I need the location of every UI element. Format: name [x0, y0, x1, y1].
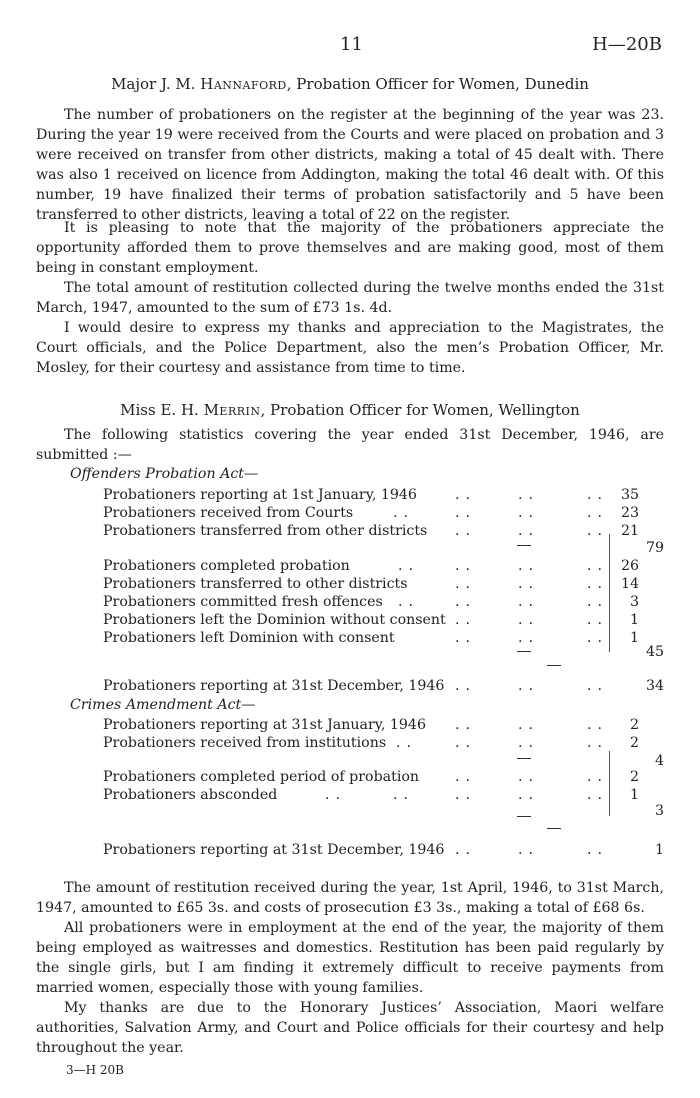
table-row: [103, 574, 663, 594]
leader-dots: ..: [518, 505, 540, 521]
leader-dots: ..: [325, 787, 347, 803]
title-prefix: Miss E. H.: [120, 401, 199, 419]
row-label: Probationers reporting at 1st January, 1946: [103, 487, 417, 503]
leader-dots: ..: [393, 787, 415, 803]
leader-dots: ..: [518, 523, 540, 539]
dunedin-section-title: [0, 75, 700, 93]
row-label: Probationers committed fresh offences: [103, 594, 383, 610]
leader-dots: ..: [587, 735, 609, 751]
wellington-section-title: [0, 401, 700, 419]
closing-value: 1: [654, 842, 664, 858]
column-divider: [609, 751, 610, 816]
subtotal-value: 79: [645, 540, 664, 556]
leader-dots: ..: [455, 842, 477, 858]
leader-dots: ..: [455, 612, 477, 628]
leader-dots: ..: [518, 842, 540, 858]
row-label: Probationers received from institutions: [103, 735, 387, 751]
closing-row: [103, 676, 663, 696]
leader-dots: ..: [518, 735, 540, 751]
leader-dots: ..: [455, 505, 477, 521]
row-label: Probationers reporting at 31st January, 1946: [103, 717, 426, 733]
row-label: Probationers transferred to other districts: [103, 576, 408, 592]
row-label: Probationers reporting at 31st December, 1946: [103, 842, 445, 858]
leader-dots: ..: [455, 787, 477, 803]
subtotal-value: 4: [654, 753, 664, 769]
leader-dots: ..: [518, 576, 540, 592]
leader-dots: ..: [455, 678, 477, 694]
row-label: Probationers completed period of probation: [103, 769, 420, 785]
leader-dots: ..: [587, 558, 609, 574]
row-value: 21: [620, 523, 639, 539]
total-rule: [547, 828, 561, 829]
leader-dots: ..: [455, 523, 477, 539]
table-row: [103, 733, 663, 753]
leader-dots: ..: [518, 487, 540, 503]
leader-dots: ..: [518, 630, 540, 646]
table-row: [103, 767, 663, 787]
table-row: [103, 485, 663, 505]
leader-dots: ..: [455, 630, 477, 646]
subtotal-value: 3: [654, 803, 664, 819]
row-value: 1: [629, 630, 639, 646]
dunedin-paragraph-2: It is pleasing to note that the majority of the probationers appreciate the opportunity afforded them to prove themselves and are making good, most of them being in constant employment.: [36, 220, 664, 276]
row-label: Probationers left the Dominion without consent: [103, 612, 446, 628]
row-label: Probationers absconded: [103, 787, 278, 803]
leader-dots: ..: [398, 594, 420, 610]
leader-dots: ..: [518, 787, 540, 803]
leader-dots: ..: [518, 678, 540, 694]
row-value: 2: [629, 769, 639, 785]
leader-dots: ..: [587, 576, 609, 592]
wellington-paragraph-1: The amount of restitution received during the year, 1st April, 1946, to 31st March, 1947, amounted to £65 3s. and costs of prosecution £3 3s., making a total of £68 6s.: [36, 880, 664, 916]
leader-dots: ..: [587, 505, 609, 521]
title-suffix: , Probation Officer for Women, Wellington: [260, 401, 580, 419]
row-label: Probationers completed probation: [103, 558, 350, 574]
wellington-paragraph-2: All probationers were in employment at the end of the year, the majority of them being employed as waitresses and domestics. Restitution has been paid regularly by the single girls, but I am finding it extremely difficult to receive payments from married women, especially those with young families.: [36, 920, 664, 996]
leader-dots: ..: [518, 769, 540, 785]
officer-name: Hannaford: [200, 75, 287, 93]
row-label: Probationers reporting at 31st December, 1946: [103, 678, 445, 694]
row-value: 26: [620, 558, 639, 574]
leader-dots: ..: [587, 787, 609, 803]
officer-name: Merrin: [203, 401, 261, 419]
leader-dots: ..: [518, 594, 540, 610]
leader-dots: ..: [518, 612, 540, 628]
leader-dots: ..: [587, 630, 609, 646]
leader-dots: ..: [587, 842, 609, 858]
leader-dots: ..: [587, 717, 609, 733]
leader-dots: ..: [587, 678, 609, 694]
document-reference: H—20B: [592, 34, 662, 55]
table-row: [103, 556, 663, 576]
closing-row: [103, 840, 663, 860]
row-value: 14: [620, 576, 639, 592]
leader-dots: ..: [455, 735, 477, 751]
row-value: 3: [629, 594, 639, 610]
leader-dots: ..: [455, 576, 477, 592]
page-number: 11: [340, 34, 363, 55]
leader-dots: ..: [393, 505, 415, 521]
table-row: [103, 715, 663, 735]
closing-value: 34: [645, 678, 664, 694]
subtotal-row: [103, 538, 663, 558]
leader-dots: ..: [455, 769, 477, 785]
leader-dots: ..: [518, 717, 540, 733]
subtotal-value: 45: [645, 644, 664, 660]
row-value: 1: [629, 787, 639, 803]
leader-dots: ..: [396, 735, 418, 751]
leader-dots: ..: [587, 487, 609, 503]
leader-dots: ..: [455, 717, 477, 733]
subtotal-row: [103, 801, 663, 821]
leader-dots: ..: [398, 558, 420, 574]
row-label: Probationers left Dominion with consent: [103, 630, 395, 646]
row-label: Probationers received from Courts: [103, 505, 354, 521]
title-suffix: , Probation Officer for Women, Dunedin: [286, 75, 589, 93]
wellington-intro: The following statistics covering the year ended 31st December, 1946, are submitted :—: [36, 427, 664, 463]
subtotal-row: [103, 642, 663, 662]
leader-dots: ..: [455, 487, 477, 503]
crimes-amendment-act-heading: Crimes Amendment Act—: [70, 697, 256, 713]
dunedin-paragraph-1: The number of probationers on the register at the beginning of the year was 23. During the year 19 were received from the Courts and were placed on probation and 3 were received on transfer from other districts, making a total of 45 dealt with. There was also 1 received on licence from Addington, making the total 46 dealt with. Of this number, 19 have finalized their terms of probation satisfactorily and 5 have been transferred to other districts, leaving a total of 22 on the register.: [36, 107, 664, 223]
footer-signature: 3—H 20B: [66, 1063, 125, 1077]
dunedin-paragraph-4: I would desire to express my thanks and appreciation to the Magistrates, the Court officials, and the Police Department, also the men’s Probation Officer, Mr. Mosley, for their courtesy and assistance from time to time.: [36, 320, 664, 376]
leader-dots: ..: [518, 558, 540, 574]
leader-dots: ..: [587, 612, 609, 628]
title-prefix: Major J. M.: [111, 75, 196, 93]
table-row: [103, 592, 663, 612]
total-rule: [547, 665, 561, 666]
offenders-probation-act-heading: Offenders Probation Act—: [70, 466, 259, 482]
row-value: 2: [629, 735, 639, 751]
wellington-paragraph-3: My thanks are due to the Honorary Justices’ Association, Maori welfare authorities, Salvation Army, and Court and Police officials for their courtesy and help throughout the year.: [36, 1000, 664, 1056]
row-value: 23: [620, 505, 639, 521]
leader-dots: ..: [587, 769, 609, 785]
leader-dots: ..: [455, 558, 477, 574]
table-row: [103, 503, 663, 523]
dunedin-paragraph-3: The total amount of restitution collected during the twelve months ended the 31st March, 1947, amounted to the sum of £73 1s. 4d.: [36, 280, 664, 316]
row-value: 35: [620, 487, 639, 503]
row-value: 1: [629, 612, 639, 628]
row-value: 2: [629, 717, 639, 733]
leader-dots: ..: [587, 523, 609, 539]
leader-dots: ..: [455, 594, 477, 610]
leader-dots: ..: [587, 594, 609, 610]
row-label: Probationers transferred from other districts: [103, 523, 428, 539]
table-row: [103, 610, 663, 630]
column-divider: [609, 534, 610, 652]
